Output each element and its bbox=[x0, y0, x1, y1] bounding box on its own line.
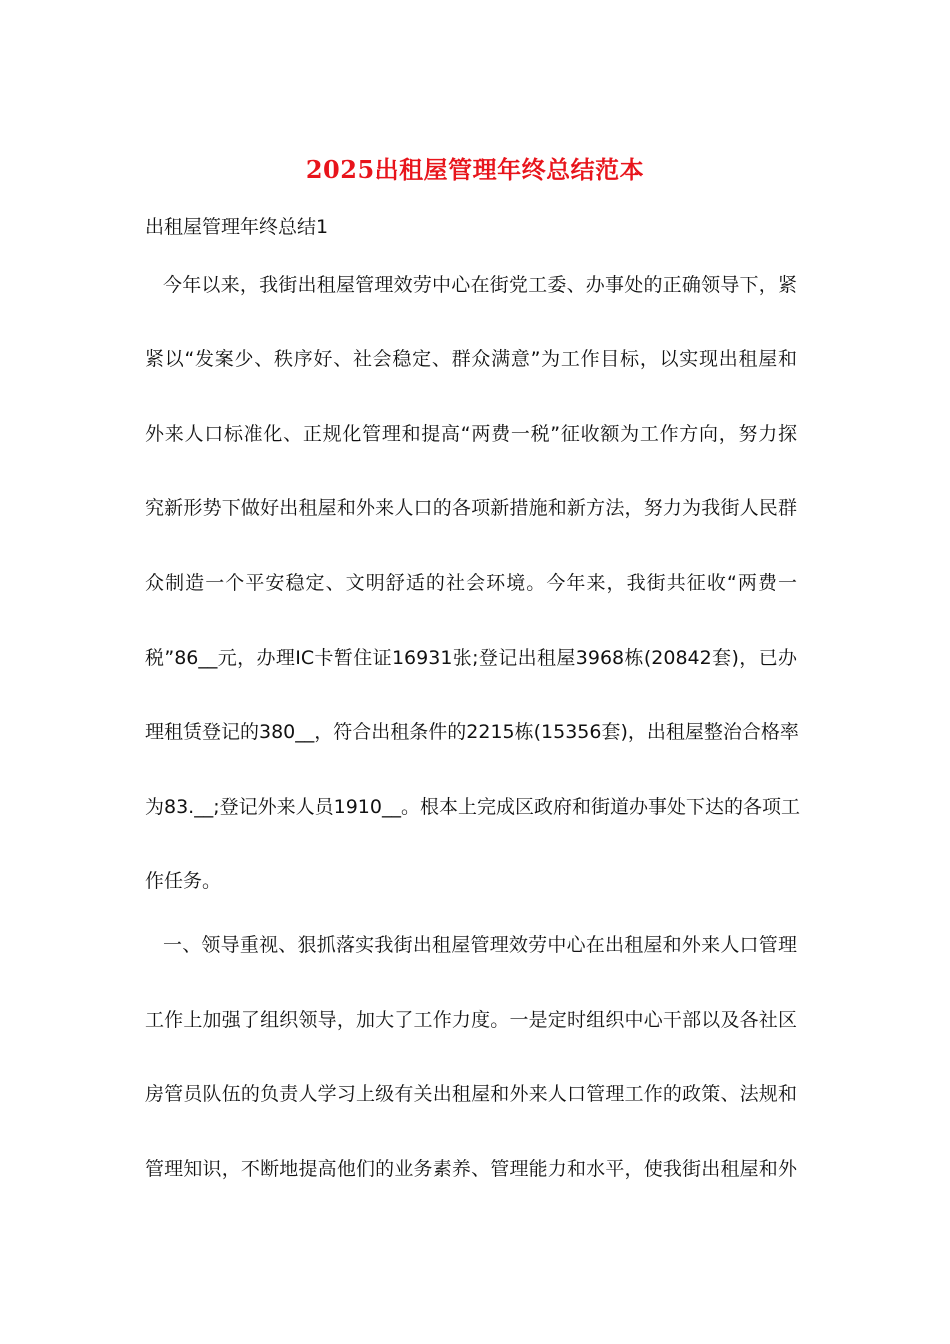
paragraph-line: 房管员队伍的负责人学习上级有关出租屋和外来人口管理工作的政策、法规和 bbox=[145, 1083, 797, 1105]
section-heading: 出租屋管理年终总结1 bbox=[145, 216, 329, 238]
document-title: 2025出租屋管理年终总结范本 bbox=[305, 155, 645, 184]
paragraph-line: 众制造一个平安稳定、文明舒适的社会环境。今年来，我街共征收“两费一 bbox=[145, 572, 797, 594]
paragraph-line: 作任务。 bbox=[145, 870, 222, 892]
paragraph-line: 为83.__;登记外来人员1910__。根本上完成区政府和街道办事处下达的各项工 bbox=[145, 796, 800, 818]
paragraph-line: 理租赁登记的380__，符合出租条件的2215栋(15356套)，出租屋整治合格率 bbox=[145, 721, 799, 743]
paragraph-line: 今年以来，我街出租屋管理效劳中心在街党工委、办事处的正确领导下，紧 bbox=[163, 274, 797, 296]
paragraph-line: 紧以“发案少、秩序好、社会稳定、群众满意”为工作目标，以实现出租屋和 bbox=[145, 348, 797, 370]
paragraph-line: 究新形势下做好出租屋和外来人口的各项新措施和新方法，努力为我街人民群 bbox=[145, 497, 797, 519]
paragraph-line: 工作上加强了组织领导，加大了工作力度。一是定时组织中心干部以及各社区 bbox=[145, 1009, 797, 1031]
paragraph-line: 外来人口标准化、正规化管理和提高“两费一税”征收额为工作方向，努力探 bbox=[145, 423, 797, 445]
paragraph-line: 税”86__元，办理IC卡暂住证16931张;登记出租屋3968栋(20842套)，已办 bbox=[145, 647, 797, 669]
paragraph-line: 一、领导重视、狠抓落实我街出租屋管理效劳中心在出租屋和外来人口管理 bbox=[163, 934, 797, 956]
paragraph-line: 管理知识，不断地提高他们的业务素养、管理能力和水平，使我街出租屋和外 bbox=[145, 1158, 797, 1180]
